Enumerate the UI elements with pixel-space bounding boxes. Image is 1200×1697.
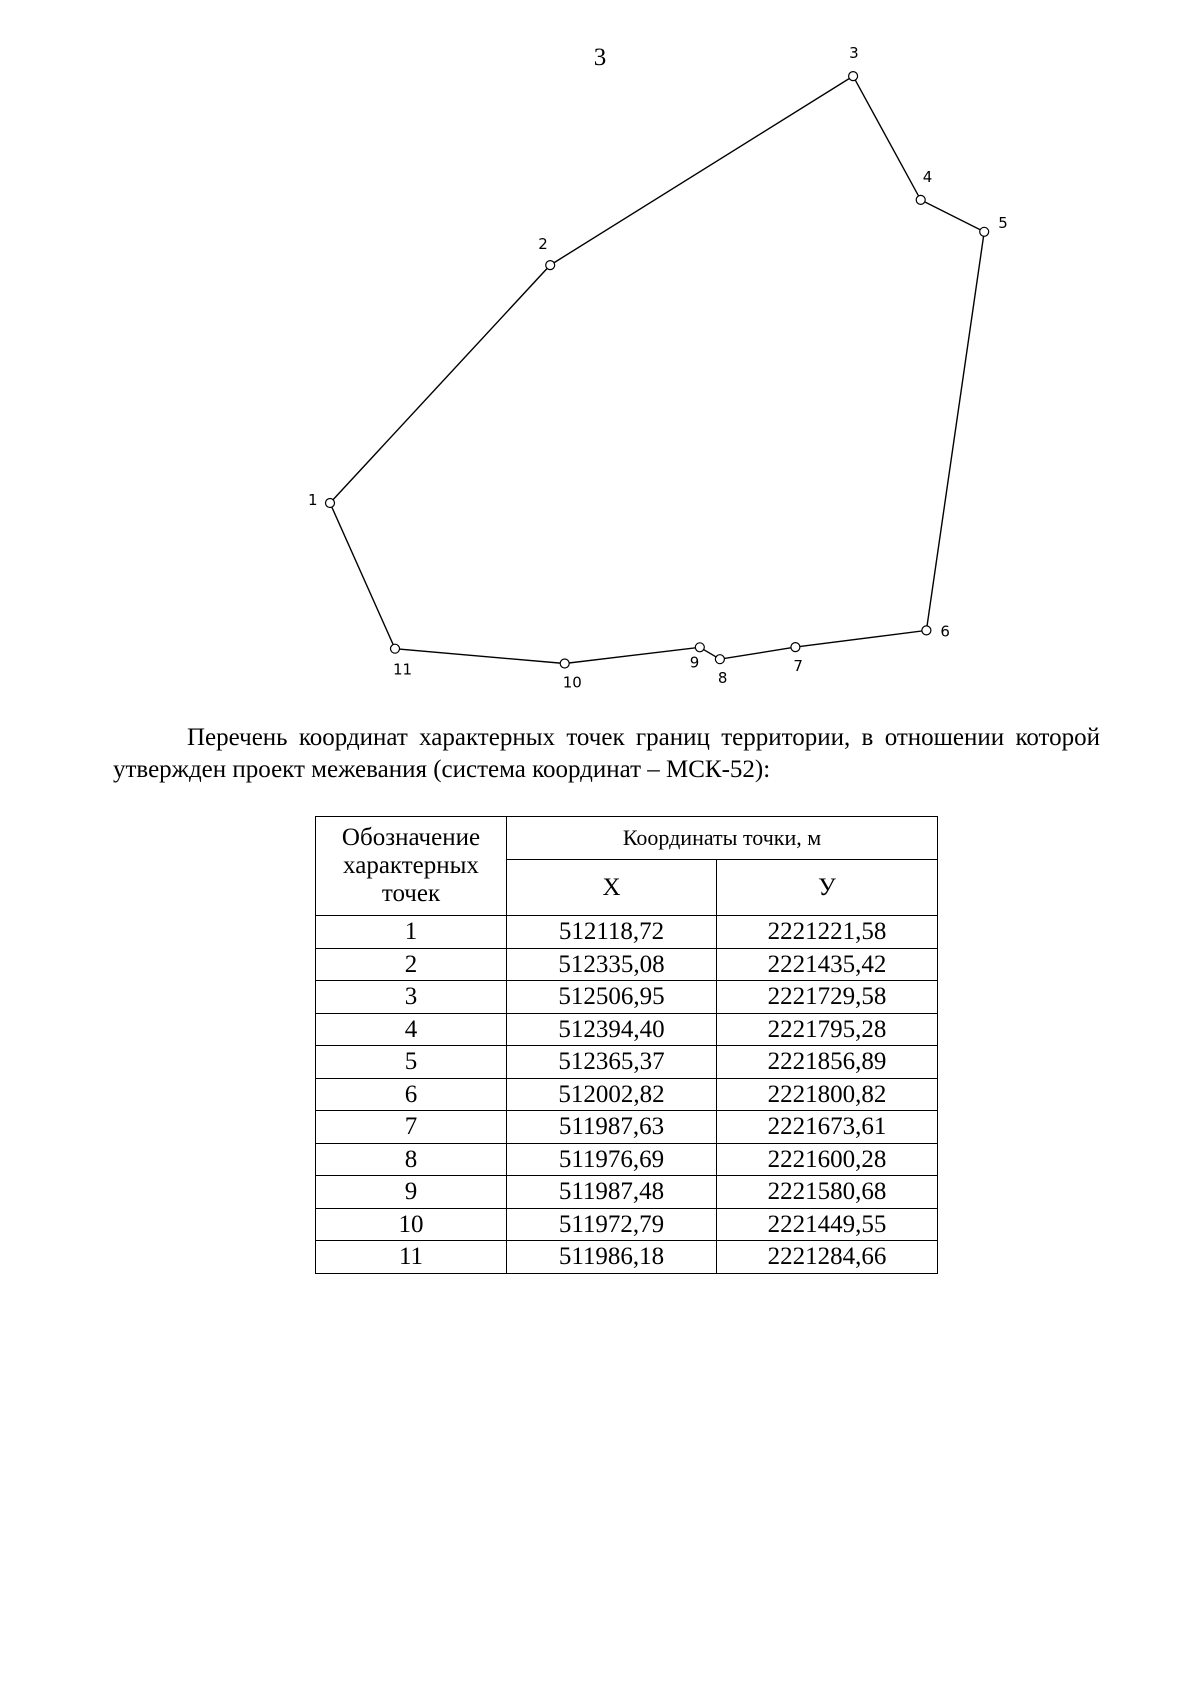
vertex-marker xyxy=(715,655,724,664)
cell-x: 512506,95 xyxy=(507,981,717,1014)
cell-point: 3 xyxy=(316,981,507,1014)
vertex-label: 9 xyxy=(689,653,700,672)
cell-y: 2221284,66 xyxy=(717,1241,938,1274)
cell-x: 511986,18 xyxy=(507,1241,717,1274)
vertex-marker xyxy=(916,195,925,204)
vertex-marker xyxy=(695,643,704,652)
vertex-marker xyxy=(546,261,555,270)
vertex-marker xyxy=(922,626,931,635)
vertex-label: 4 xyxy=(922,167,933,186)
cell-y: 2221449,55 xyxy=(717,1208,938,1241)
cell-y: 2221600,28 xyxy=(717,1143,938,1176)
header-y: У xyxy=(717,860,938,916)
cell-y: 2221795,28 xyxy=(717,1013,938,1046)
table-row xyxy=(316,1078,938,1111)
coordinates-caption: Перечень координат характерных точек границ территории, в отношении которой утвержден проект межевания (система координат – МСК-52): xyxy=(113,724,1100,783)
vertex-marker xyxy=(560,659,569,668)
vertex-marker xyxy=(326,499,335,508)
cell-point: 9 xyxy=(316,1176,507,1209)
cell-x: 512335,08 xyxy=(507,948,717,981)
cell-x: 512394,40 xyxy=(507,1013,717,1046)
vertex-marker xyxy=(849,72,858,81)
cell-point: 10 xyxy=(316,1208,507,1241)
cell-x: 511987,48 xyxy=(507,1176,717,1209)
table-row xyxy=(316,1013,938,1046)
cell-y: 2221221,58 xyxy=(717,916,938,949)
vertex-marker xyxy=(391,644,400,653)
cell-x: 512365,37 xyxy=(507,1046,717,1079)
cell-y: 2221435,42 xyxy=(717,948,938,981)
cell-x: 511976,69 xyxy=(507,1143,717,1176)
table-row xyxy=(316,1176,938,1209)
vertex-label: 3 xyxy=(849,44,859,63)
page-number: 3 xyxy=(593,44,607,71)
cell-point: 7 xyxy=(316,1111,507,1144)
table-row xyxy=(316,1241,938,1274)
vertex-label: 10 xyxy=(562,673,582,692)
table-row xyxy=(316,1111,938,1144)
cell-point: 11 xyxy=(316,1241,507,1274)
cell-y: 2221856,89 xyxy=(717,1046,938,1079)
cell-x: 512118,72 xyxy=(507,916,717,949)
header-point-name: Обозначение характерных точек xyxy=(316,817,507,916)
cell-y: 2221580,68 xyxy=(717,1176,938,1209)
vertex-label: 6 xyxy=(940,622,950,641)
vertex-marker xyxy=(791,643,800,652)
cell-point: 5 xyxy=(316,1046,507,1079)
cell-x: 512002,82 xyxy=(507,1078,717,1111)
vertex-label: 1 xyxy=(308,491,318,509)
vertex-label: 7 xyxy=(793,657,803,676)
cell-y: 2221673,61 xyxy=(717,1111,938,1144)
header-x: Х xyxy=(507,860,717,916)
table-row xyxy=(316,981,938,1014)
vertex-marker xyxy=(980,227,989,236)
cell-y: 2221729,58 xyxy=(717,981,938,1014)
cell-x: 511987,63 xyxy=(507,1111,717,1144)
table-row xyxy=(316,1143,938,1176)
cell-x: 511972,79 xyxy=(507,1208,717,1241)
cell-point: 6 xyxy=(316,1078,507,1111)
vertex-label: 8 xyxy=(717,669,728,688)
table-row xyxy=(316,1046,938,1079)
cell-point: 2 xyxy=(316,948,507,981)
cell-y: 2221800,82 xyxy=(717,1078,938,1111)
header-coordinates: Координаты точки, м xyxy=(507,817,938,860)
cell-point: 1 xyxy=(316,916,507,949)
vertex-label: 11 xyxy=(393,660,413,679)
cell-point: 8 xyxy=(316,1143,507,1176)
boundary-plan xyxy=(0,0,1200,692)
vertex-label: 2 xyxy=(538,235,548,254)
coordinates-table xyxy=(315,816,938,1274)
table-row xyxy=(316,1208,938,1241)
boundary-polygon xyxy=(330,76,984,663)
table-row xyxy=(316,916,938,949)
table-row xyxy=(316,948,938,981)
vertex-label: 5 xyxy=(998,213,1008,232)
cell-point: 4 xyxy=(316,1013,507,1046)
